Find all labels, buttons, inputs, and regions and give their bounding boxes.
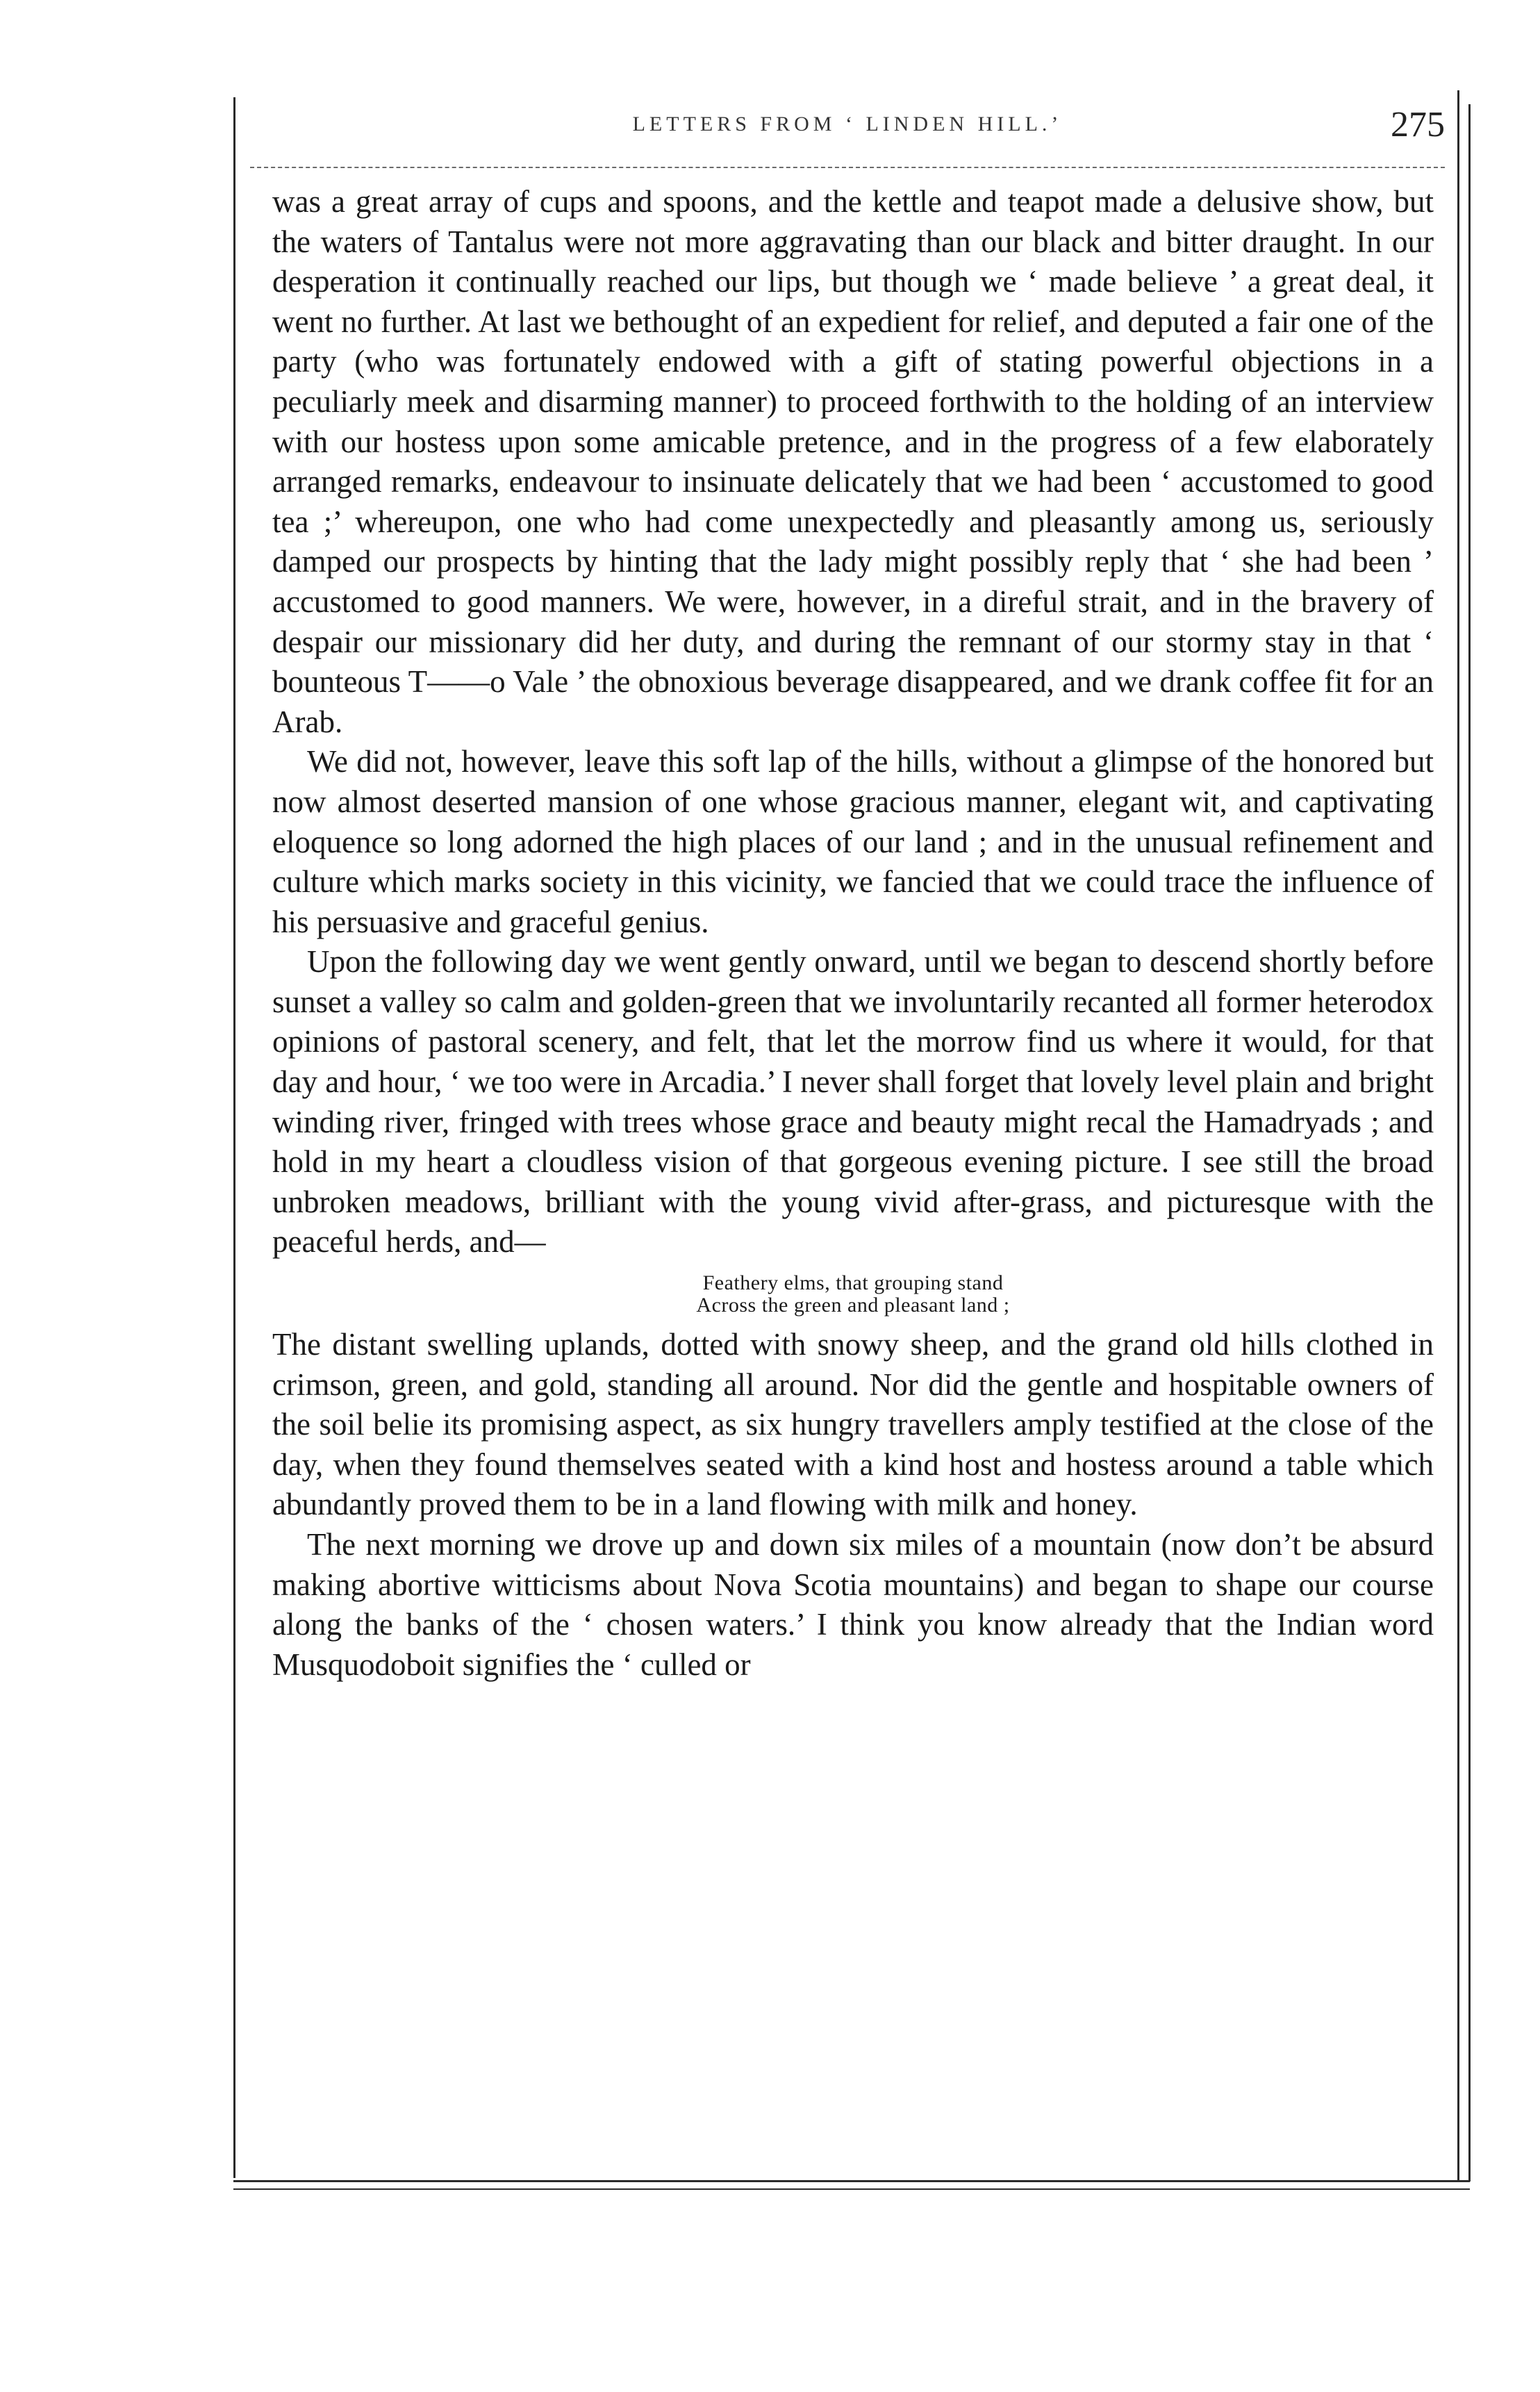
page-border-right-inner <box>1468 104 1471 2181</box>
page-border-bottom <box>233 2180 1470 2182</box>
running-head <box>250 104 1445 153</box>
page-border-right <box>1457 90 1459 2181</box>
page-border-left <box>233 97 235 2178</box>
running-title: LETTERS FROM ‘ LINDEN HILL.’ <box>632 113 1063 135</box>
page-body <box>272 182 1434 1685</box>
header-rule <box>250 167 1445 168</box>
page-border-bottom-inner <box>233 2188 1470 2190</box>
paragraph-1: was a great array of cups and spoons, and the kettle and teapot made a delusive show, but the waters of Tantalus were not more aggravating than our black and bitter draught. In our desperation it continually reached our lips, but though we ‘ made believe ’ a great deal, it went no further. At last we bethought of an expedient for relief, and deputed a fair one of the party (who was fortunately endowed with a gift of stating powerful objections in a peculiarly meek and disarming manner) to proceed forthwith to the holding of an interview with our hostess upon some amicable pretence, and in the progress of a few elaborately arranged remarks, endeavour to insinuate delicately that we had been ‘ accustomed to good tea ;’ whereupon, one who had come unexpectedly and pleasantly among us, seriously damped our prospects by hinting that the lady might possibly reply that ‘ she had been ’ accustomed to good manners. We were, however, in a direful strait, and in the bravery of despair our missionary did her duty, and during the remnant of our stormy stay in that ‘ bounteous T——o Vale ’ the obnoxious beverage disappeared, and we drank coffee fit for an Arab. <box>272 184 1434 739</box>
paragraph-5: The next morning we drove up and down six miles of a mountain (now don’t be absurd making abortive witticisms about Nova Scotia mountains) and began to shape our course along the banks of the ‘ chosen waters.’ I think you know already that the Indian word Musquodoboit signifies the ‘ culled or <box>272 1527 1434 1682</box>
page-number: 275 <box>1391 105 1445 145</box>
paragraph-4: The distant swelling uplands, dotted with snowy sheep, and the grand old hills clothed in crimson, green, and gold, standing all around. Nor did the gentle and hospitable owners of the soil belie its promising aspect, as six hungry travellers amply testified at the close of the day, when they found themselves seated with a kind host and hostess around a table which abundantly proved them to be in a land flowing with milk and honey. <box>272 1327 1434 1522</box>
paragraph-3: Upon the following day we went gently onward, until we began to descend shortly before sunset a valley so calm and golden-green that we involuntarily recanted all former heterodox opinions of pastoral scenery, and felt, that let the morrow find us where it would, for that day and hour, ‘ we too were in Arcadia.’ I never shall forget that lovely level plain and bright winding river, fringed with trees whose grace and beauty might recal the Hamadryads ; and hold in my heart a cloudless vision of that gorgeous evening picture. I see still the broad unbroken meadows, brilliant with the young vivid after-grass, and picturesque with the peaceful herds, and— <box>272 944 1434 1260</box>
verse-line-2: Across the green and pleasant land ; <box>696 1294 1010 1317</box>
paragraph-2: We did not, however, leave this soft lap of the hills, without a glimpse of the honored but now almost deserted mansion of one whose gracious manner, elegant wit, and captivating eloquence so long adorned the high places of our land ; and in the unusual refinement and culture which marks society in this vicinity, we fancied that we could trace the influence of his persuasive and graceful genius. <box>272 744 1434 939</box>
verse-line-1: Feathery elms, that grouping stand <box>702 1271 1004 1295</box>
verse-quote <box>272 1272 1434 1317</box>
